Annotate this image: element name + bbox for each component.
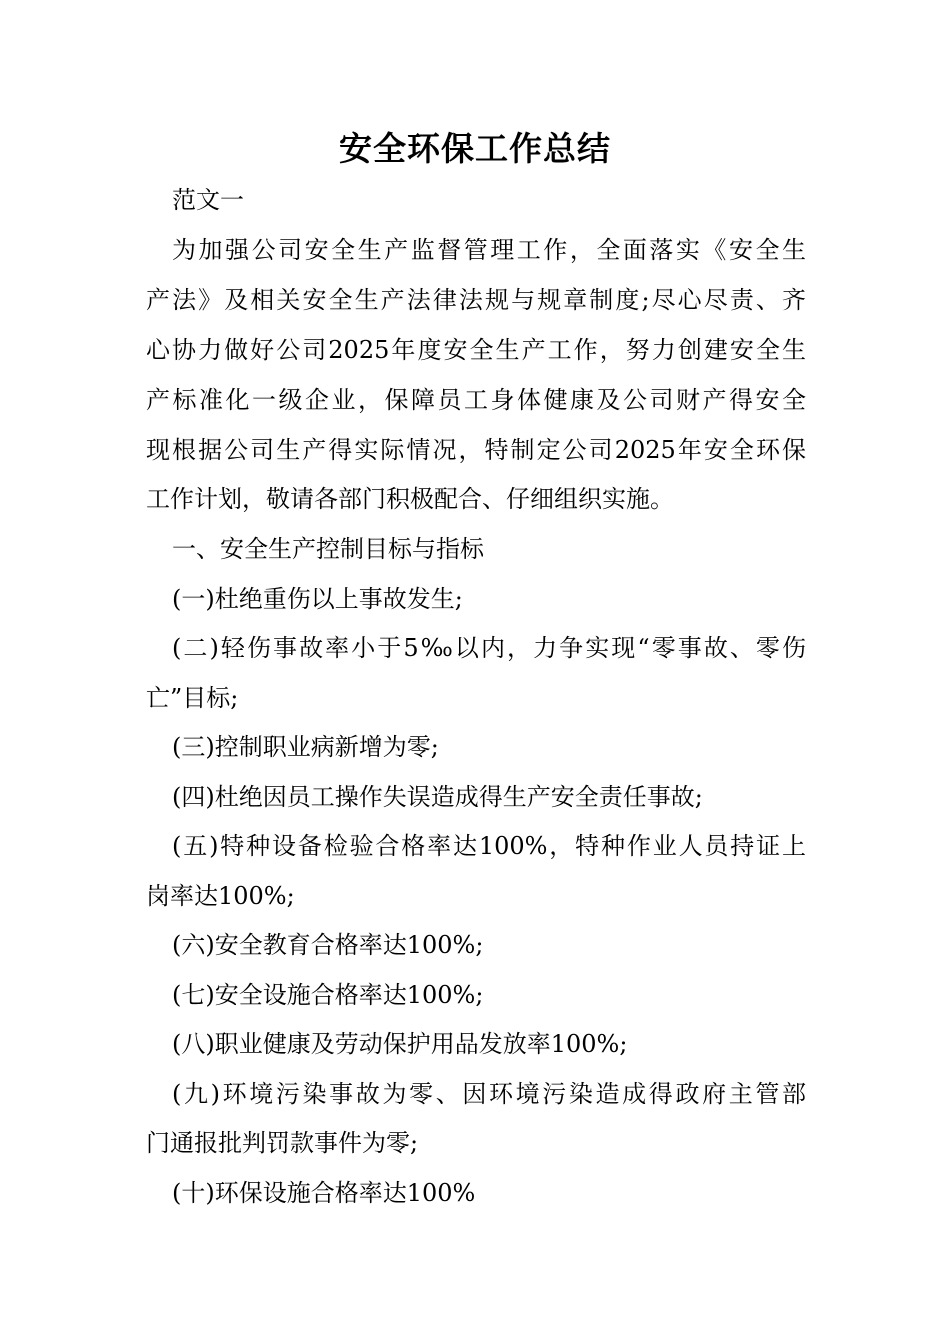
intro-line-2: 产法》及相关安全生产法律法规与规章制度;尽心尽责、齐: [146, 286, 806, 314]
list-item: (七)安全设施合格率达100%;: [172, 981, 484, 1009]
section-heading: 一、安全生产控制目标与指标: [172, 535, 484, 563]
intro-line-3: 心协力做好公司2025年度安全生产工作，努力创建安全生: [146, 336, 806, 364]
subtitle: 范文一: [172, 186, 244, 214]
list-item: (六)安全教育合格率达100%;: [172, 931, 484, 959]
list-item: (八)职业健康及劳动保护用品发放率100%;: [172, 1030, 628, 1058]
list-item: 亡”目标;: [146, 684, 239, 712]
intro-line-4: 产标准化一级企业，保障员工身体健康及公司财产得安全: [146, 386, 806, 414]
intro-line-1: 为加强公司安全生产监督管理工作，全面落实《安全生: [172, 236, 806, 264]
list-item: (十)环保设施合格率达100%: [172, 1179, 476, 1207]
list-item: (一)杜绝重伤以上事故发生;: [172, 585, 463, 613]
list-item: 岗率达100%;: [146, 882, 295, 910]
list-item: (五)特种设备检验合格率达100%，特种作业人员持证上: [172, 832, 806, 860]
list-item: (三)控制职业病新增为零;: [172, 733, 439, 761]
list-item: 门通报批判罚款事件为零;: [146, 1129, 419, 1157]
list-item: (二)轻伤事故率小于5‰以内，力争实现“零事故、零伤: [172, 634, 806, 662]
intro-line-5: 现根据公司生产得实际情况，特制定公司2025年安全环保: [146, 436, 806, 464]
list-item: (九)环境污染事故为零、因环境污染造成得政府主管部: [172, 1080, 806, 1108]
list-item: (四)杜绝因员工操作失误造成得生产安全责任事故;: [172, 783, 703, 811]
document-title: 安全环保工作总结: [339, 129, 611, 168]
intro-line-6: 工作计划，敬请各部门积极配合、仔细组织实施。: [146, 485, 674, 513]
